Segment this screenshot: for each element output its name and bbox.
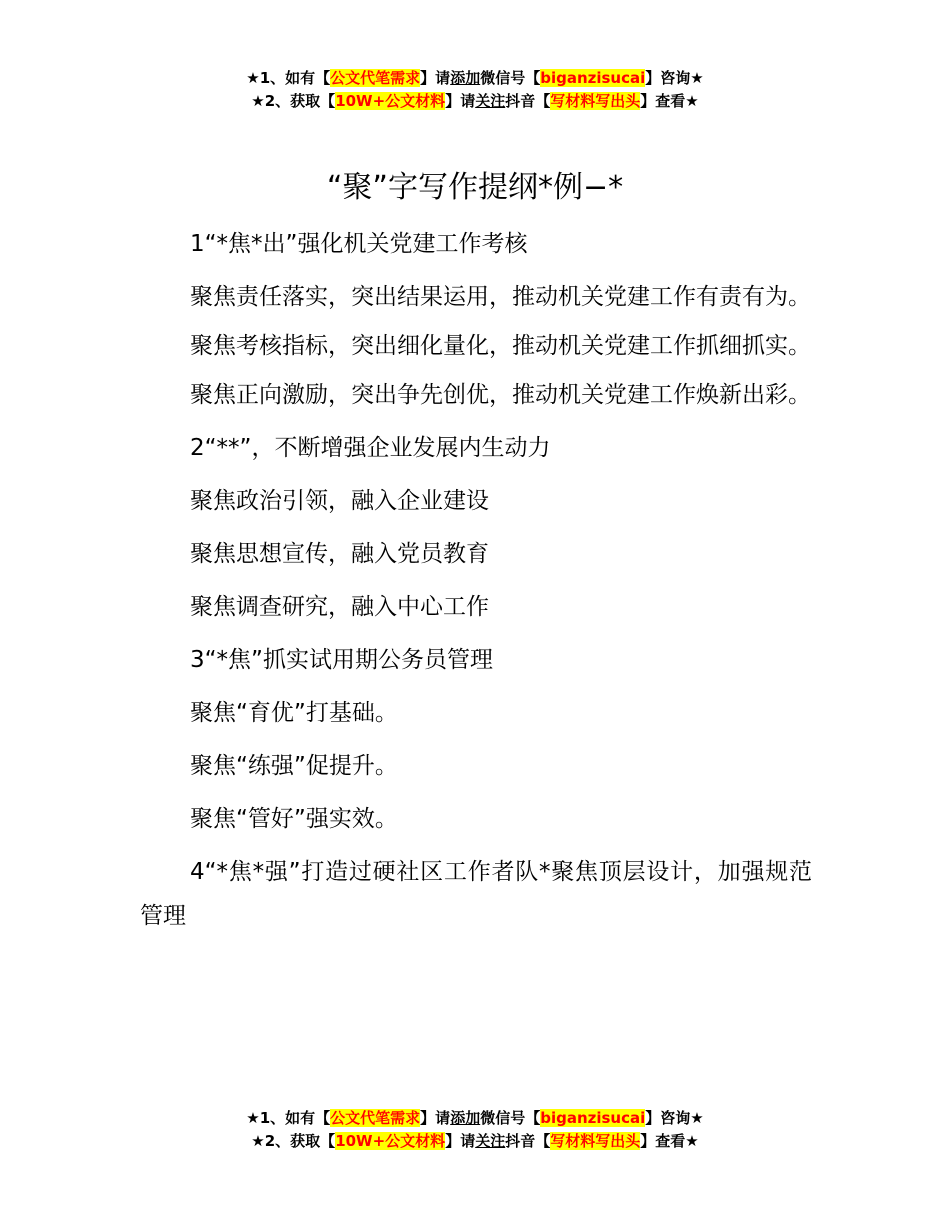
banner-text: 】查看★ [640,1132,699,1150]
section-heading: 4“*焦*强”打造过硬社区工作者队*聚焦顶层设计，加强规范管理 [140,859,812,929]
banner-line-1 [0,1107,950,1130]
section-heading: 3“*焦”抓实试用期公务员管理 [190,647,493,673]
highlight-douyin-account: 写材料写出头 [550,92,641,110]
highlight-douyin-account: 写材料写出头 [550,1132,641,1150]
banner-emphasis: 关注 [475,1132,506,1150]
banner-text: 微信号【 [480,1109,541,1127]
banner-text: 】咨询★ [645,1109,704,1127]
footer-banner [0,1107,950,1153]
paragraph: 聚焦“管好”强实效。 [190,806,398,832]
banner-text: 】咨询★ [645,69,704,87]
section-heading: 1“*焦*出”强化机关党建工作考核 [190,231,528,257]
banner-text: 】请 [420,69,451,87]
paragraph: 聚焦政治引领，融入企业建设 [190,488,489,514]
paragraph: 聚焦调查研究，融入中心工作 [190,594,489,620]
highlight-wechat-id: biganzisucai [540,1109,646,1127]
paragraph: 聚焦“育优”打基础。 [190,700,398,726]
banner-text: 微信号【 [480,69,541,87]
banner-text: ★2、获取【 [251,92,336,110]
document-title: “聚”字写作提纲*例−* [326,170,624,205]
banner-text: 】请 [420,1109,451,1127]
highlight-wechat-id: biganzisucai [540,69,646,87]
highlight-service: 公文代笔需求 [330,1109,421,1127]
paragraph: 聚焦考核指标，突出细化量化，推动机关党建工作抓细抓实。 [190,333,811,359]
banner-emphasis: 添加 [450,1109,481,1127]
banner-emphasis: 关注 [475,92,506,110]
banner-text: ★1、如有【 [246,1109,331,1127]
section-heading: 2“**”，不断增强企业发展内生动力 [190,435,551,461]
paragraph: 聚焦责任落实，突出结果运用，推动机关党建工作有责有为。 [190,284,811,310]
banner-text: 】查看★ [640,92,699,110]
paragraph: 聚焦正向激励，突出争先创优，推动机关党建工作焕新出彩。 [190,382,811,408]
banner-text: 抖音【 [505,1132,551,1150]
banner-emphasis: 添加 [450,69,481,87]
banner-text: 】请 [445,92,476,110]
highlight-materials: 10W+公文材料 [335,92,446,110]
paragraph: 聚焦思想宣传，融入党员教育 [190,541,489,567]
document-body [140,218,812,943]
banner-line-2 [0,1130,950,1153]
banner-text: 】请 [445,1132,476,1150]
banner-text: ★1、如有【 [246,69,331,87]
banner-line-2 [0,90,950,113]
banner-line-1 [0,67,950,90]
highlight-materials: 10W+公文材料 [335,1132,446,1150]
highlight-service: 公文代笔需求 [330,69,421,87]
banner-text: ★2、获取【 [251,1132,336,1150]
banner-text: 抖音【 [505,92,551,110]
header-banner [0,67,950,113]
paragraph: 聚焦“练强”促提升。 [190,753,398,779]
